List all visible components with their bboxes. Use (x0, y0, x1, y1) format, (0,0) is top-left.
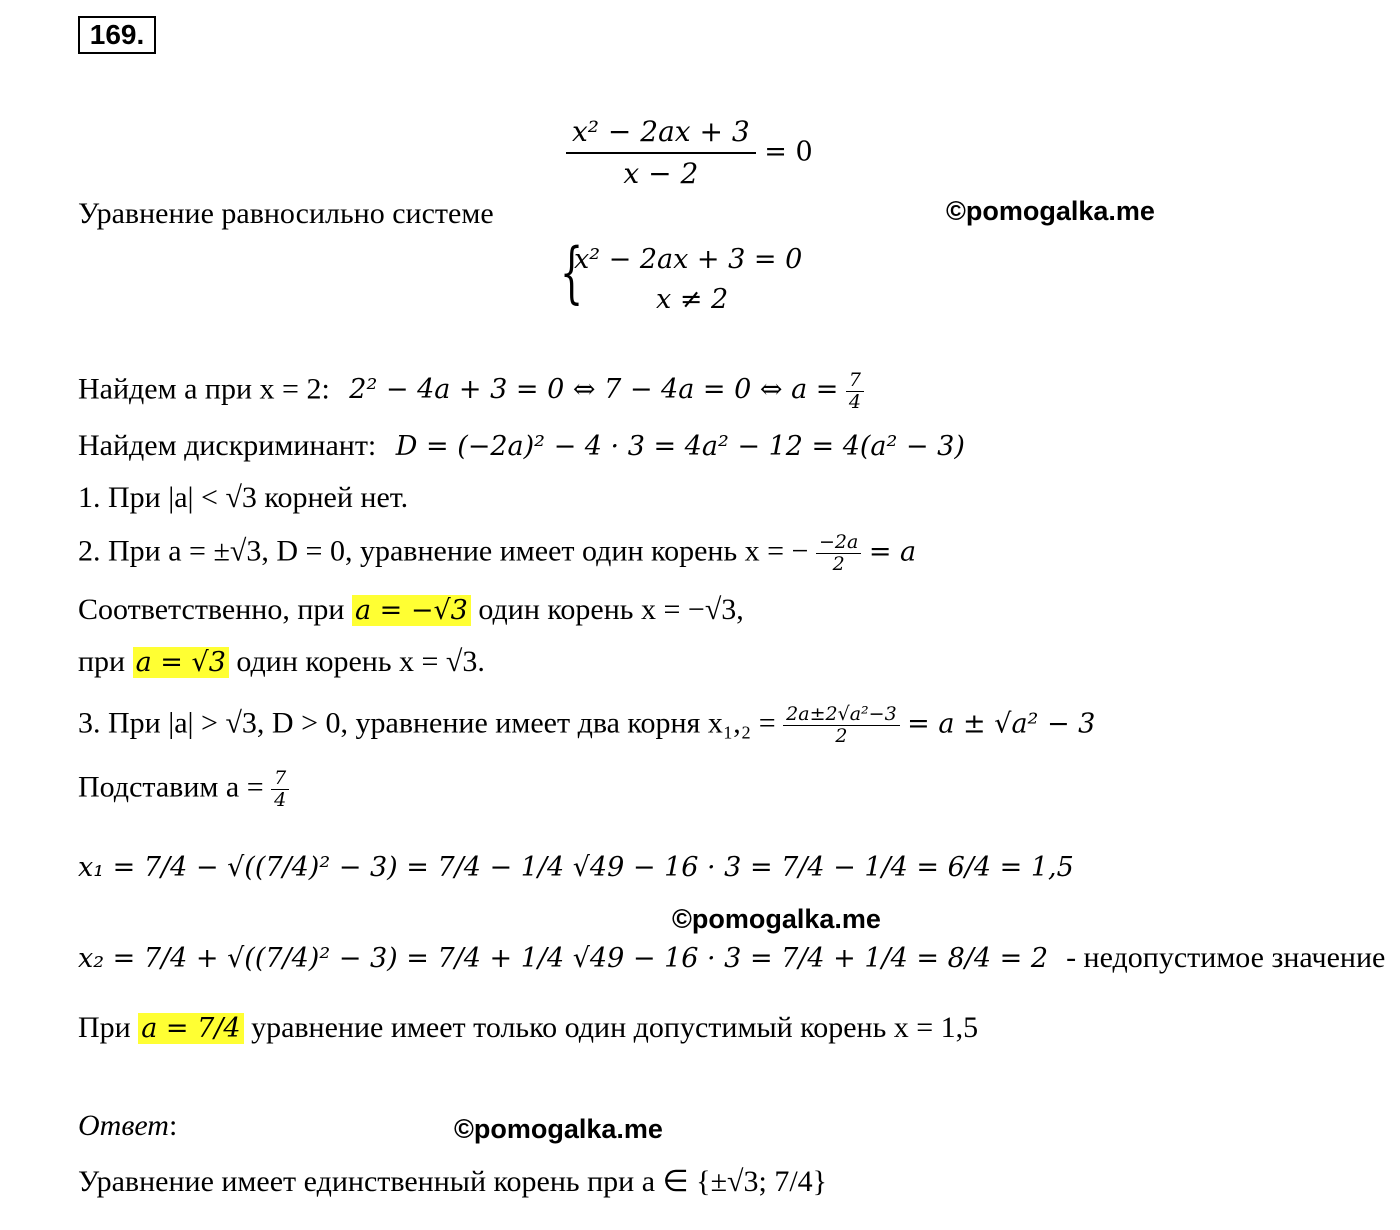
discriminant-line (78, 428, 965, 465)
discriminant-label: Найдем дискриминант: (78, 429, 377, 462)
case-3-fraction: $\frac{\text{2a±2√a²−3}}{2}$ (783, 704, 899, 747)
correspondingly-line-2 (78, 644, 485, 681)
equation-denominator: x − 2 (623, 157, 699, 190)
watermark-middle: ©pomogalka.me (672, 904, 881, 934)
find-a-expr: 2² − 4a + 3 = 0 ⇔ 7 − 4a = 0 ⇔ a = (349, 374, 839, 406)
highlight-a-minus-sqrt3: a = −√3 (352, 595, 471, 626)
substitute-line (78, 768, 289, 811)
highlight-a-sqrt3: a = √3 (133, 647, 229, 678)
find-a-line (78, 370, 864, 413)
corresp2-before: при (78, 645, 126, 678)
corresp1-before: Соответственно, при (78, 593, 345, 626)
substitute-label: Подставим a = (78, 770, 264, 804)
answer-label-row: Ответ: (78, 1109, 178, 1142)
x1-line: x₁ = 7/4 − √((7/4)² − 3) = 7/4 − 1/4 √49 − 16 · 3 = 7/4 − 1/4 = 6/4 = 1,5 (78, 852, 1074, 883)
corresp1-after: один корень x = −√3, (478, 593, 744, 626)
case-3-text: 3. При |a| > √3, D > 0, уравнение имеет два корня x₁,₂ = (78, 706, 776, 740)
main-equation (566, 112, 813, 194)
x2-note: - недопустимое значение (1066, 941, 1386, 974)
case-3 (78, 704, 1095, 747)
case-2-text: 2. При a = ±√3, D = 0, уравнение имеет один корень x = − (78, 534, 809, 568)
equation-rhs: = 0 (764, 136, 813, 168)
system-brace: { (560, 234, 584, 311)
discriminant-expr: D = (−2a)² − 4 · 3 = 4a² − 12 = 4(a² − 3) (395, 431, 965, 462)
case-2 (78, 532, 916, 575)
x2-line: x₂ = 7/4 + √((7/4)² − 3) = 7/4 + 1/4 √49 − 16 · 3 = 7/4 + 1/4 = 8/4 = 2 (78, 943, 1049, 974)
watermark-bottom: ©pomogalka.me (454, 1114, 663, 1144)
intro-text: Уравнение равносильно системе (78, 197, 494, 230)
find-a-fraction: $\frac{7}{4}$ (846, 370, 864, 413)
answer-label: Ответ (78, 1109, 169, 1142)
case-2-fraction: $\frac{-2a}{2}$ (816, 532, 861, 575)
system-line-1: x² − 2ax + 3 = 0 (574, 244, 803, 275)
correspondingly-line-1 (78, 592, 744, 629)
conclusion-after: уравнение имеет только один допустимый корень x = 1,5 (251, 1011, 979, 1044)
equation-numerator: x² − 2ax + 3 (566, 112, 756, 154)
case-2-tail: = a (868, 536, 917, 568)
answer-text: Уравнение имеет единственный корень при a ∈ {±√3; 7/4} (78, 1165, 828, 1198)
find-a-label: Найдем a при x = 2: (78, 372, 330, 406)
x2-row (78, 940, 1385, 977)
case-3-tail: = a ± √a² − 3 (907, 708, 1096, 740)
conclusion-line (78, 1010, 978, 1047)
corresp2-after: один корень x = √3. (236, 645, 485, 678)
problem-number: 169. (78, 16, 156, 54)
conclusion-before: При (78, 1011, 131, 1044)
case-1: 1. При |a| < √3 корней нет. (78, 481, 409, 514)
highlight-a-seven-fourths: a = 7/4 (138, 1013, 243, 1044)
system-line-2: x ≠ 2 (656, 284, 729, 315)
watermark-top: ©pomogalka.me (946, 196, 1155, 226)
substitute-fraction: $\frac{7}{4}$ (271, 768, 289, 811)
